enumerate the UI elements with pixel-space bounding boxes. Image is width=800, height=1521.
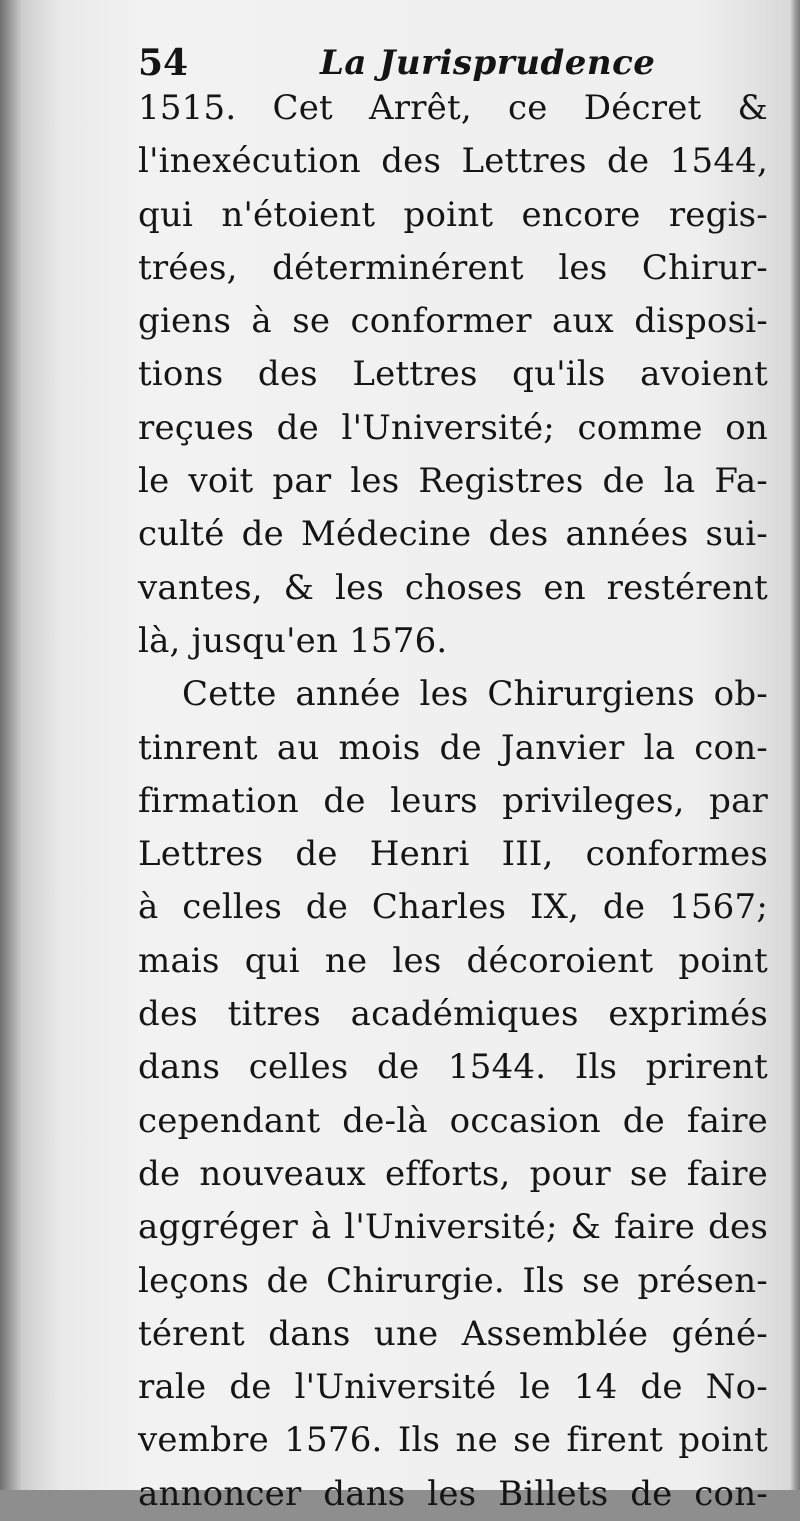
- text-line: reçues de l'Université; comme on: [138, 407, 768, 448]
- text-line: trées, déterminérent les Chirur-: [138, 247, 768, 288]
- text-line: Cette année les Chirurgiens ob-: [182, 674, 768, 715]
- text-line: rale de l'Université le 14 de No-: [138, 1367, 768, 1408]
- text-line: cependant de-là occasion de faire: [138, 1100, 768, 1141]
- text-line: vantes, & les choses en restérent: [138, 567, 768, 608]
- text-line: vembre 1576. Ils ne se firent point: [138, 1420, 768, 1461]
- text-line: firmation de leurs privileges, par: [138, 780, 768, 821]
- text-line: dans celles de 1544. Ils prirent: [138, 1047, 768, 1088]
- text-line: mais qui ne les décoroient point: [138, 940, 768, 981]
- running-title: La Jurisprudence: [320, 43, 656, 83]
- text-line: Lettres de Henri III, conformes: [138, 834, 768, 875]
- text-line: 1515. Cet Arrêt, ce Décret &: [138, 88, 768, 128]
- text-line: de nouveaux efforts, pour se faire: [138, 1153, 768, 1194]
- text-line: annoncer dans les Billets de con-: [138, 1473, 768, 1514]
- page-number: 54: [138, 42, 189, 84]
- text-line: à celles de Charles IX, de 1567;: [138, 887, 768, 928]
- text-line: là, jusqu'en 1576.: [138, 620, 448, 661]
- text-line: l'inexécution des Lettres de 1544,: [138, 141, 768, 182]
- text-line: le voit par les Registres de la Fa-: [138, 461, 768, 502]
- text-line: leçons de Chirurgie. Ils se présen-: [138, 1260, 768, 1301]
- running-head: [138, 40, 768, 86]
- text-line: tinrent au mois de Janvier la con-: [138, 727, 768, 768]
- body-text: [138, 82, 768, 1521]
- text-line: culté de Médecine des années sui-: [138, 514, 768, 555]
- page-edge-shadow: [790, 0, 800, 1490]
- text-line: tions des Lettres qu'ils avoient: [138, 354, 768, 395]
- text-line: qui n'étoient point encore regis-: [138, 194, 768, 235]
- text-line: giens à se conformer aux disposi-: [138, 301, 768, 342]
- text-line: aggréger à l'Université; & faire des: [138, 1207, 768, 1248]
- binding-gutter-shadow: [0, 0, 22, 1490]
- text-line: des titres académiques exprimés: [138, 994, 768, 1035]
- text-line: térent dans une Assemblée géné-: [138, 1313, 768, 1354]
